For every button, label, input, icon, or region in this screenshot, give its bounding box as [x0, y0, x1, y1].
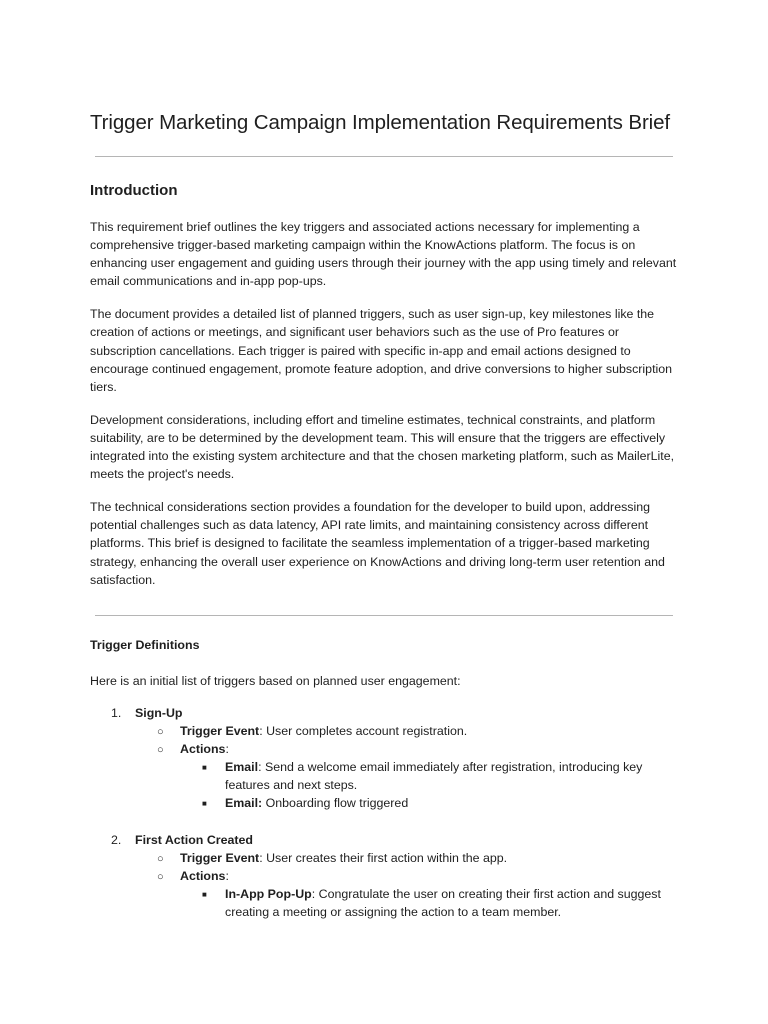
- action-text: Congratulate the user on creating their first action and suggest creating a meeting or assigning the action to a team member.: [225, 886, 661, 919]
- actions-label: Actions: [180, 868, 226, 883]
- trigger-event-row: [90, 849, 690, 867]
- introduction-body: [90, 218, 680, 604]
- actions-label: Actions: [180, 742, 226, 757]
- trigger-list: [90, 704, 690, 939]
- trigger-name: First Action Created: [135, 832, 253, 847]
- trigger-event-separator: :: [259, 850, 263, 865]
- trigger-event-label: Trigger Event: [180, 724, 260, 739]
- action-separator: :: [258, 760, 262, 775]
- action-item: [90, 794, 690, 812]
- action-item: [90, 758, 690, 794]
- divider-top: [95, 156, 673, 157]
- intro-paragraph-4: The technical considerations section provides a foundation for the developer to build upon, addressing potential challenges such as data latency, API rate limits, and maintaining consistency across different platforms. This brief is designed to facilitate the seamless implementation of a trigger-based marketing strategy, enhancing the overall user experience on KnowActions and driving long-term user retention and satisfaction.: [90, 500, 665, 587]
- hollow-circle-bullet-icon: ○: [157, 726, 164, 739]
- trigger-name: Sign-Up: [135, 706, 183, 720]
- square-bullet-icon: ■: [202, 799, 207, 809]
- trigger-item-sign-up: [90, 704, 690, 813]
- hollow-circle-bullet-icon: ○: [157, 852, 164, 865]
- hollow-circle-bullet-icon: ○: [157, 744, 164, 757]
- list-number: 1.: [111, 706, 122, 720]
- trigger-title-row: [90, 704, 690, 722]
- actions-row: [90, 867, 690, 885]
- hollow-circle-bullet-icon: ○: [157, 870, 164, 883]
- actions-row: [90, 740, 690, 758]
- list-number: 2.: [111, 832, 122, 847]
- trigger-item-first-action-created: [90, 831, 690, 921]
- action-item: [90, 885, 690, 921]
- intro-paragraph-3: Development considerations, including effort and timeline estimates, technical constraints, and platform suitability, are to be determined by the development team. This will ensure that the triggers are effectively integrated into the existing system architecture and that the chosen marketing platform, such as MailerLite, meets the project's needs.: [90, 412, 675, 482]
- trigger-list-lead: Here is an initial list of triggers based on planned user engagement:: [90, 674, 461, 688]
- trigger-title-row: [90, 831, 690, 849]
- action-label: Email:: [225, 796, 263, 811]
- divider-middle: [95, 615, 673, 616]
- action-text: Onboarding flow triggered: [262, 796, 409, 811]
- intro-paragraph-2: The document provides a detailed list of planned triggers, such as user sign-up, key milestones like the creation of actions or meetings, and significant user behaviors such as the use of Pro features or subscription cancellations. Each trigger is paired with specific in-app and email actions designed to encourage continued engagement, promote feature adoption, and drive conversions to higher subscription tiers.: [90, 307, 673, 394]
- action-text: Send a welcome email immediately after registration, introducing key features and next steps.: [225, 760, 643, 793]
- trigger-event-text: User completes account registration.: [262, 724, 468, 739]
- trigger-definitions-heading: Trigger Definitions: [90, 638, 200, 652]
- trigger-event-separator: :: [259, 724, 263, 739]
- square-bullet-icon: ■: [202, 889, 207, 899]
- actions-separator: :: [225, 868, 229, 883]
- action-separator: :: [311, 886, 316, 901]
- intro-paragraph-1: This requirement brief outlines the key triggers and associated actions necessary for implementing a comprehensive trigger-based marketing campaign within the KnowActions platform. The focus is on enhancing user engagement and guiding users through their journey with the app using timely and relevant email communications and in-app pop-ups.: [90, 220, 677, 289]
- square-bullet-icon: ■: [202, 763, 207, 773]
- action-label: In-App Pop-Up: [225, 886, 312, 901]
- trigger-event-text: User creates their first action within the app.: [262, 850, 508, 865]
- introduction-heading: Introduction: [90, 182, 178, 199]
- document-title: Trigger Marketing Campaign Implementation Requirements Brief: [90, 111, 671, 134]
- action-label: Email: [225, 760, 259, 775]
- actions-separator: :: [225, 742, 229, 757]
- trigger-event-label: Trigger Event: [180, 850, 260, 865]
- trigger-event-row: [90, 722, 690, 740]
